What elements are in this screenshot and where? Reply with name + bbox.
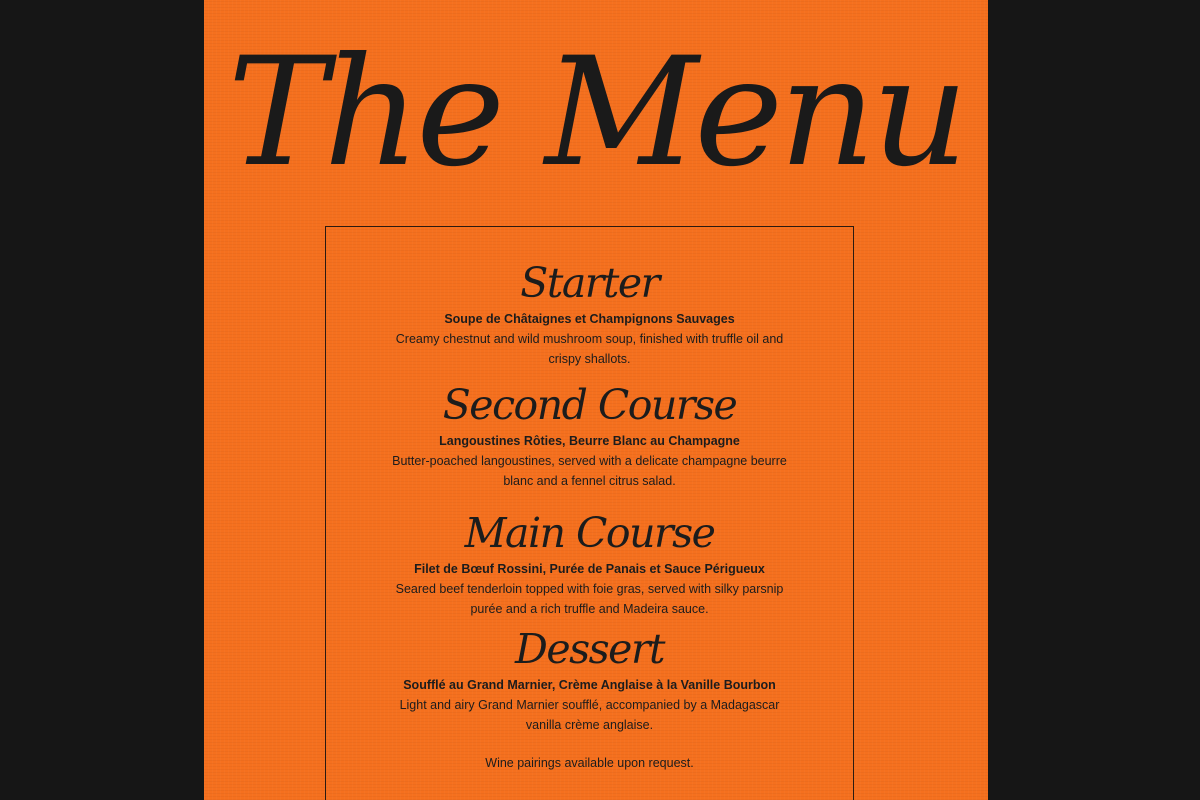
course-heading: Main Course [464,509,715,557]
menu-title: The Menu [227,26,965,200]
menu-sheet [204,0,988,800]
dish-name: Filet de Bœuf Rossini, Purée de Panais et Sauce Périgueux [414,562,765,576]
course-heading: Second Course [442,381,737,429]
dish-description: Light and airy Grand Marnier soufflé, accompanied by a Madagascar vanilla crème anglaise. [399,698,780,732]
dish-description: Creamy chestnut and wild mushroom soup, finished with truffle oil and crispy shallots. [395,332,784,366]
wine-pairing-note: Wine pairings available upon request. [485,756,694,770]
dish-description: Butter-poached langoustines, served with a delicate champagne beurre blanc and a fennel citrus salad. [392,454,787,488]
course-heading: Dessert [514,625,665,673]
menu-frame [325,226,854,800]
course-second [326,381,853,491]
dish-name: Soufflé au Grand Marnier, Crème Anglaise à la Vanille Bourbon [403,678,776,692]
dish-description: Seared beef tenderloin topped with foie gras, served with silky parsnip purée and a rich truffle and Madeira sauce. [395,582,784,616]
course-dessert [326,625,853,735]
dish-name: Soupe de Châtaignes et Champignons Sauvages [444,312,735,326]
course-starter [326,259,853,369]
dish-name: Langoustines Rôties, Beurre Blanc au Champagne [439,434,740,448]
course-main [326,509,853,619]
course-heading: Starter [520,259,659,307]
